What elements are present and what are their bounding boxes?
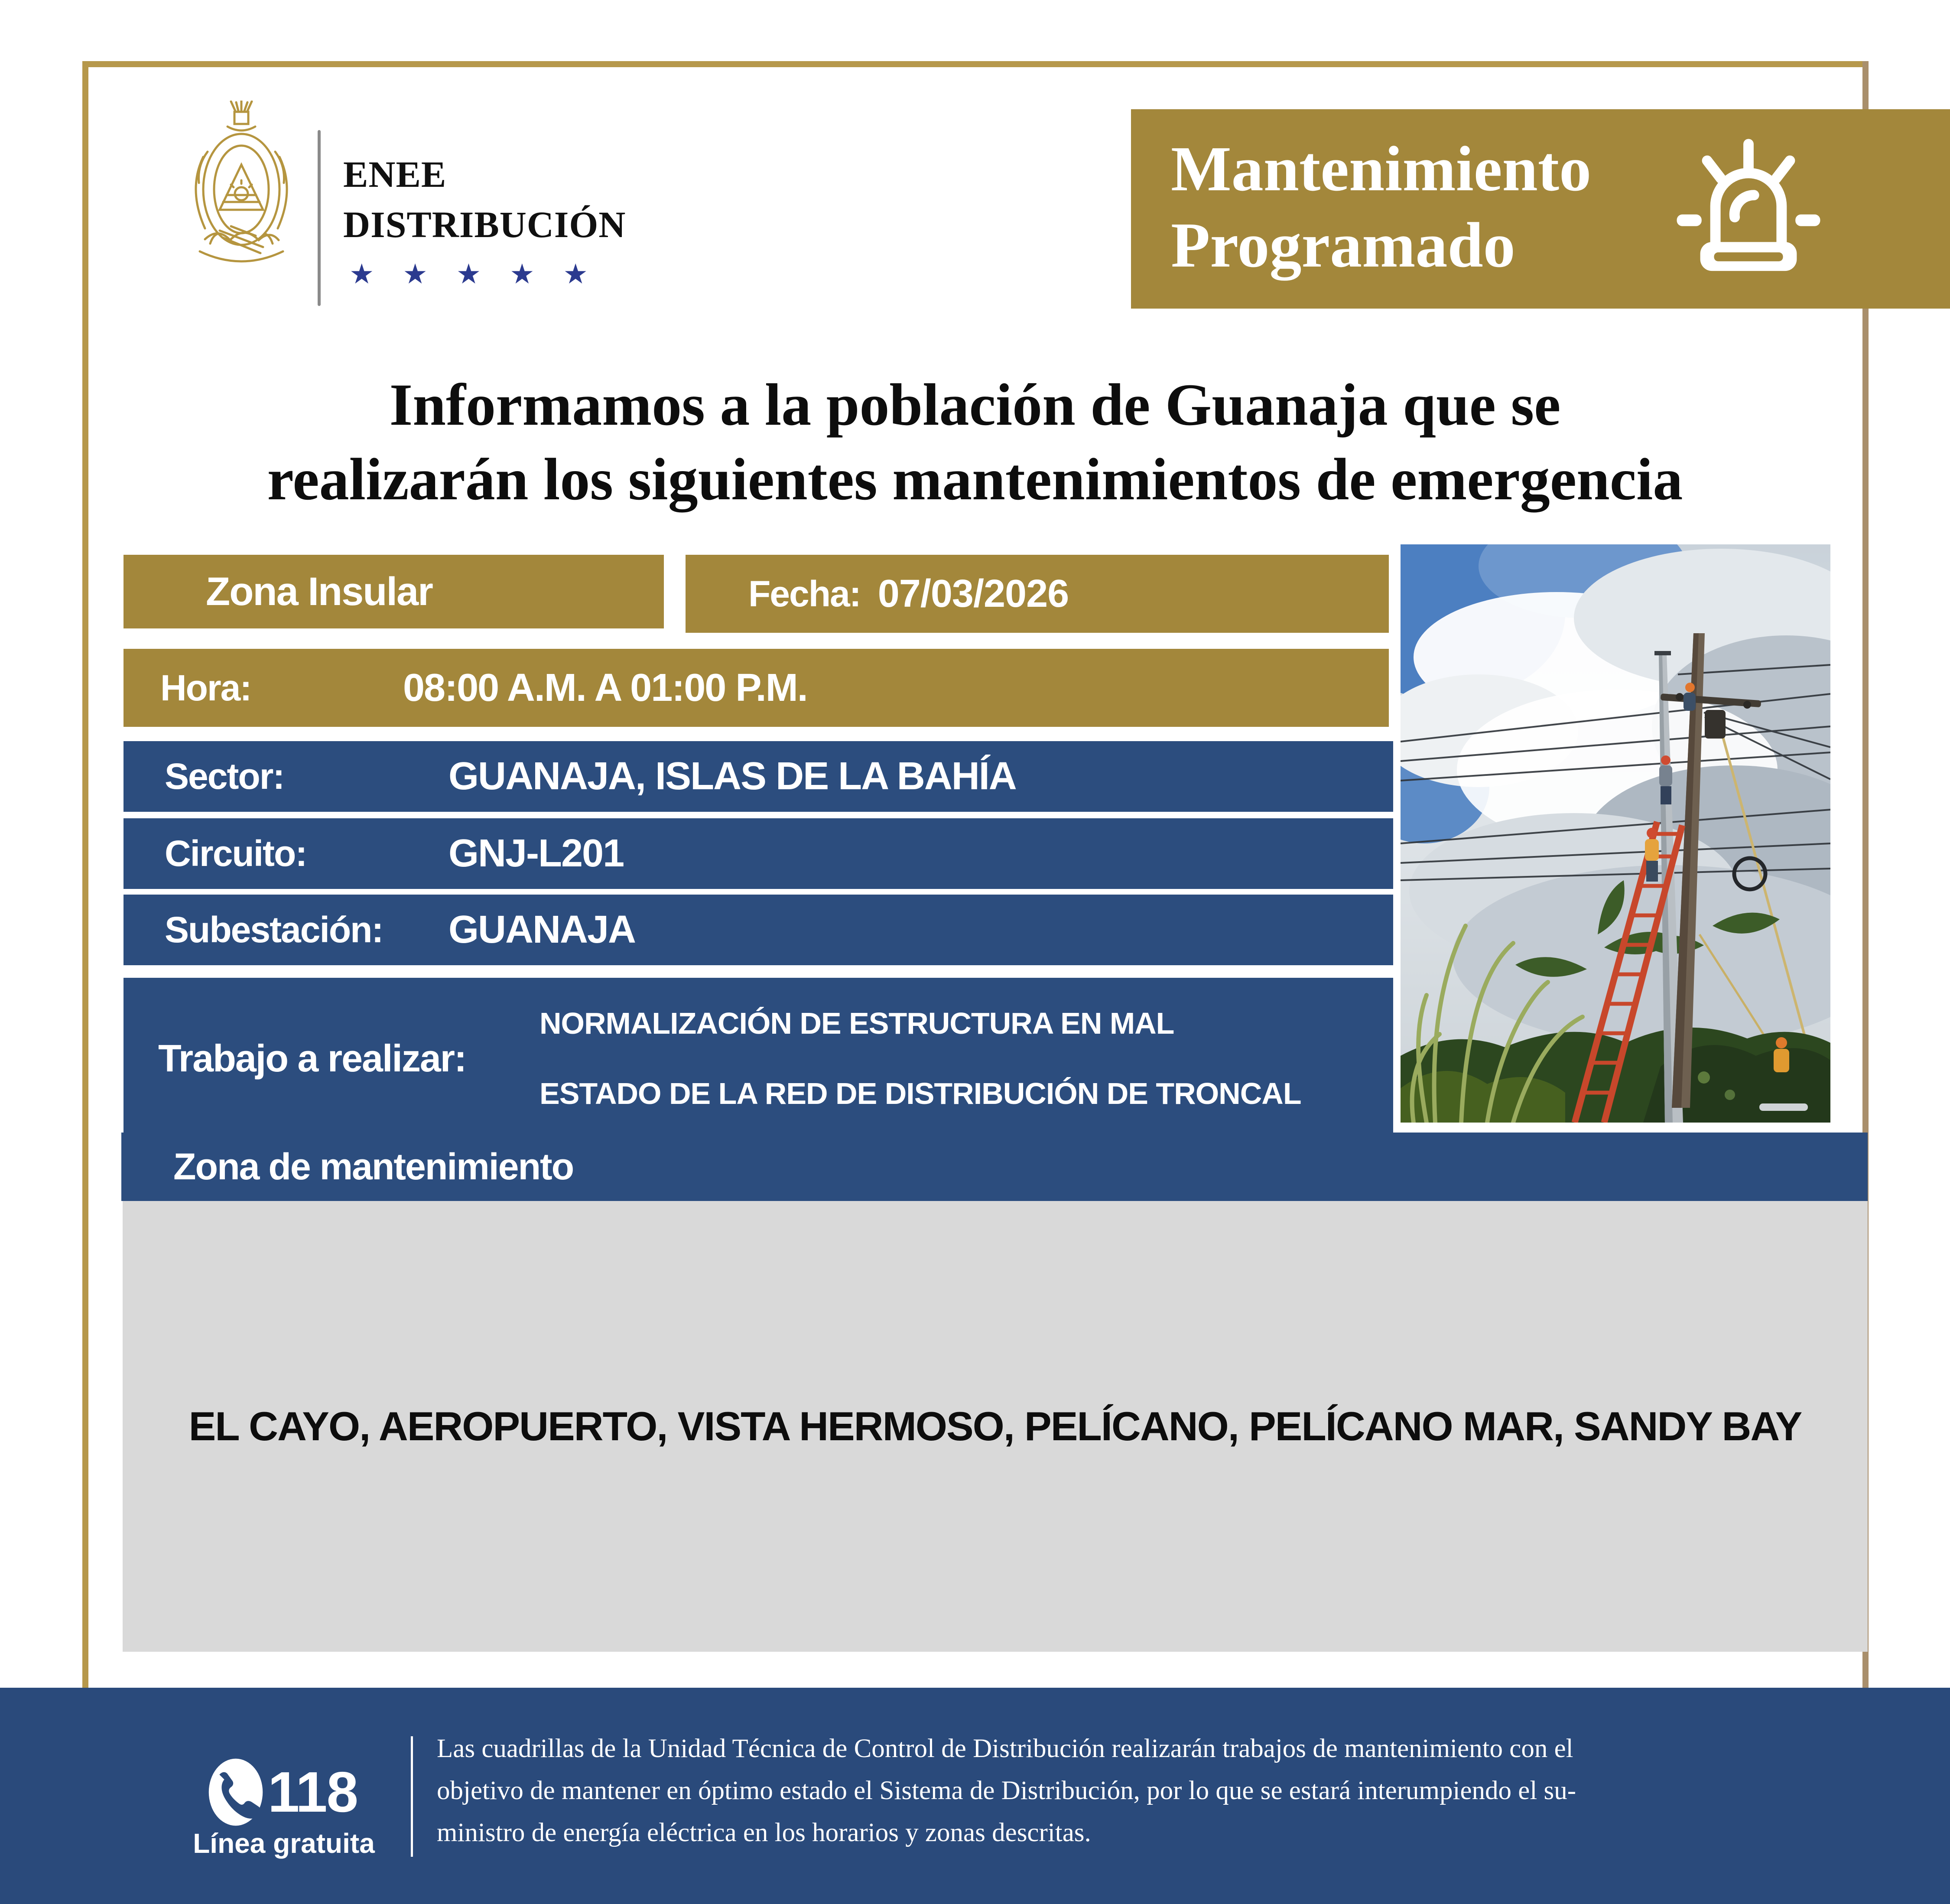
sector-label: Sector: (165, 756, 284, 797)
banner-line2: Programado (1171, 210, 1515, 281)
time-value: 08:00 A.M. A 01:00 P.M. (403, 666, 807, 710)
maintenance-banner (1131, 109, 1950, 309)
work-row (124, 978, 1393, 1139)
footer-paragraph-line1: Las cuadrillas de la Unidad Técnica de Control de Distribución realizarán trabajos de mantenimiento con el (437, 1734, 1573, 1763)
work-value-line1: NORMALIZACIÓN DE ESTRUCTURA EN MAL (540, 1006, 1174, 1040)
maintenance-zone-header-bar (121, 1133, 1868, 1201)
time-label: Hora: (160, 667, 251, 708)
maintenance-zone-header: Zona de mantenimiento (173, 1146, 574, 1188)
date-label: Fecha: (748, 573, 861, 614)
phone-icon (207, 1757, 264, 1827)
star-icon: ★ (456, 258, 481, 290)
banner-line1: Mantenimiento (1171, 133, 1592, 205)
honduras-coat-of-arms-icon (180, 101, 303, 278)
banner-title (1171, 131, 1591, 283)
work-label: Trabajo a realizar: (158, 1037, 466, 1080)
org-name-line1: ENEE (343, 153, 447, 195)
org-name-line2: DISTRIBUCIÓN (343, 204, 626, 245)
hotline-caption: Línea gratuita (193, 1828, 375, 1859)
date-box (686, 555, 1389, 633)
title-line2: realizarán los siguientes mantenimientos de emergencia (267, 446, 1683, 512)
star-icon: ★ (510, 258, 535, 290)
logo-stars (349, 260, 588, 288)
substation-label: Subestación: (165, 909, 383, 950)
footer (0, 1688, 1950, 1904)
sector-value: GUANAJA, ISLAS DE LA BAHÍA (448, 755, 1016, 798)
circuit-row (124, 818, 1393, 889)
title-line1: Informamos a la población de Guanaja que se (389, 371, 1561, 438)
star-icon: ★ (403, 258, 428, 290)
frame-left-border (82, 61, 88, 1688)
page-title (87, 368, 1863, 517)
footer-paragraph-line3: ministro de energía eléctrica en los horarios y zonas descritas. (437, 1818, 1091, 1847)
sector-row (124, 741, 1393, 812)
star-icon: ★ (563, 258, 588, 290)
maintenance-zone-panel (123, 1201, 1868, 1652)
maintenance-photo (1401, 544, 1830, 1123)
work-value-line2: ESTADO DE LA RED DE DISTRIBUCIÓN DE TRONCAL (540, 1077, 1301, 1110)
zone-box (124, 555, 664, 628)
date-value: 07/03/2026 (878, 572, 1069, 615)
footer-paragraph-line2: objetivo de mantener en óptimo estado el Sistema de Distribución, por lo que se estará interumpiendo el su- (437, 1776, 1576, 1805)
maintenance-zone-areas: EL CAYO, AEROPUERTO, VISTA HERMOSO, PELÍCANO, PELÍCANO MAR, SANDY BAY (188, 1403, 1802, 1449)
frame-top-border (82, 61, 1869, 67)
zone-label: Zona Insular (206, 569, 432, 614)
star-icon: ★ (349, 258, 374, 290)
footer-paragraph (437, 1728, 1845, 1854)
substation-value: GUANAJA (448, 908, 636, 951)
hotline-number: 118 (268, 1760, 358, 1824)
siren-icon (1673, 131, 1824, 287)
footer-divider (411, 1736, 413, 1857)
logo-divider (318, 130, 321, 306)
circuit-value: GNJ-L201 (448, 832, 624, 875)
work-value (540, 988, 1301, 1129)
substation-row (124, 895, 1393, 965)
hotline (207, 1757, 358, 1827)
time-box (124, 649, 1389, 727)
circuit-label: Circuito: (165, 833, 307, 874)
